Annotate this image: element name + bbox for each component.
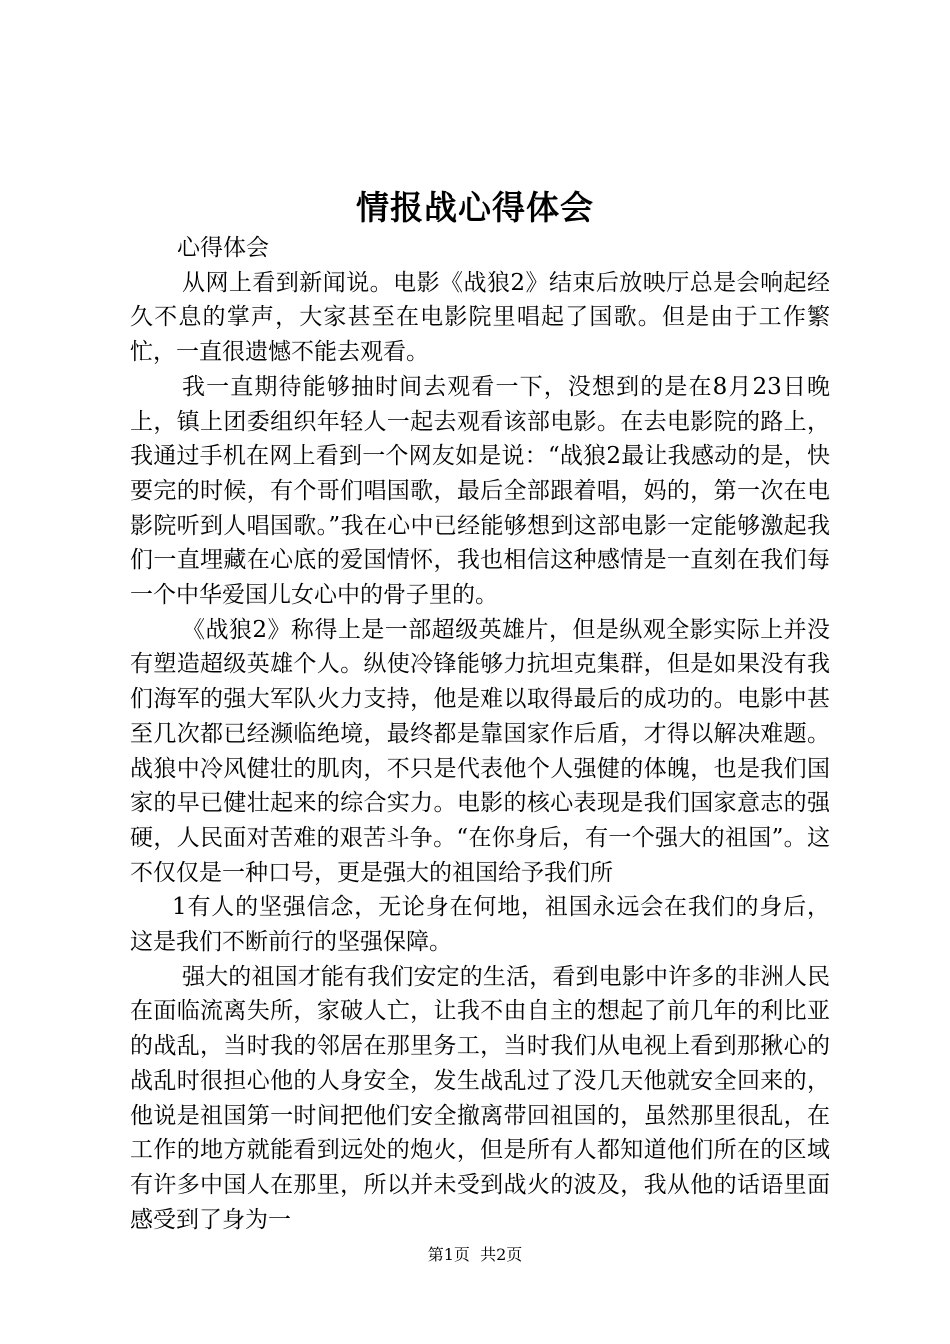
page-footer [0,1244,950,1266]
paragraph: 我一直期待能够抽时间去观看一下，没想到的是在8月23日晚上，镇上团委组织年轻人一起去观看该部电影。在去电影院的路上，我通过手机在网上看到一个网友如是说：“战狼2最让我感动的是，快要完的时候，有个哥们唱国歌，最后全部跟着唱，妈的，第一次在电影院听到人唱国歌。”我在心中已经能够想到这部电影一定能够激起我们一直埋藏在心底的爱国情怀，我也相信这种感情是一直刻在我们每一个中华爱国儿女心中的骨子里的。 [130,373,830,609]
document-body [130,231,830,1237]
paragraph: 《战狼2》称得上是一部超级英雄片，但是纵观全影实际上并没有塑造超级英雄个人。纵使冷锋能够力抗坦克集群，但是如果没有我们海军的强大军队火力支持，他是难以取得最后的成功的。电影中甚至几次都已经濒临绝境，最终都是靠国家作后盾，才得以解决难题。战狼中冷风健壮的肌肉，不只是代表他个人强健的体魄，也是我们国家的早已健壮起来的综合实力。电影的核心表现是我们国家意志的强硬，人民面对苦难的艰苦斗争。“在你身后，有一个强大的祖国”。这不仅仅是一种口号，更是强大的祖国给予我们所 [130,616,830,886]
paragraph-subtitle: 心得体会 [177,235,269,261]
paragraph: 1有人的坚强信念，无论身在何地，祖国永远会在我们的身后，这是我们不断前行的坚强保障。 [130,894,830,956]
page-number-label: 第1页 共2页 [427,1245,523,1264]
document-title: 情报战心得体会 [356,188,594,227]
paragraph: 强大的祖国才能有我们安定的生活，看到电影中许多的非洲人民在面临流离失所，家破人亡，让我不由自主的想起了前几年的利比亚的战乱，当时我的邻居在那里务工，当时我们从电视上看到那揪心的战乱时很担心他的人身安全，发生战乱过了没几天他就安全回来的，他说是祖国第一时间把他们安全撤离带回祖国的，虽然那里很乱，在工作的地方就能看到远处的炮火，但是所有人都知道他们所在的区域有许多中国人在那里，所以并未受到战火的波及，我从他的话语里面感受到了身为一 [130,963,830,1233]
paragraph: 从网上看到新闻说。电影《战狼2》结束后放映厅总是会响起经久不息的掌声，大家甚至在电影院里唱起了国歌。但是由于工作繁忙，一直很遗憾不能去观看。 [130,269,830,366]
